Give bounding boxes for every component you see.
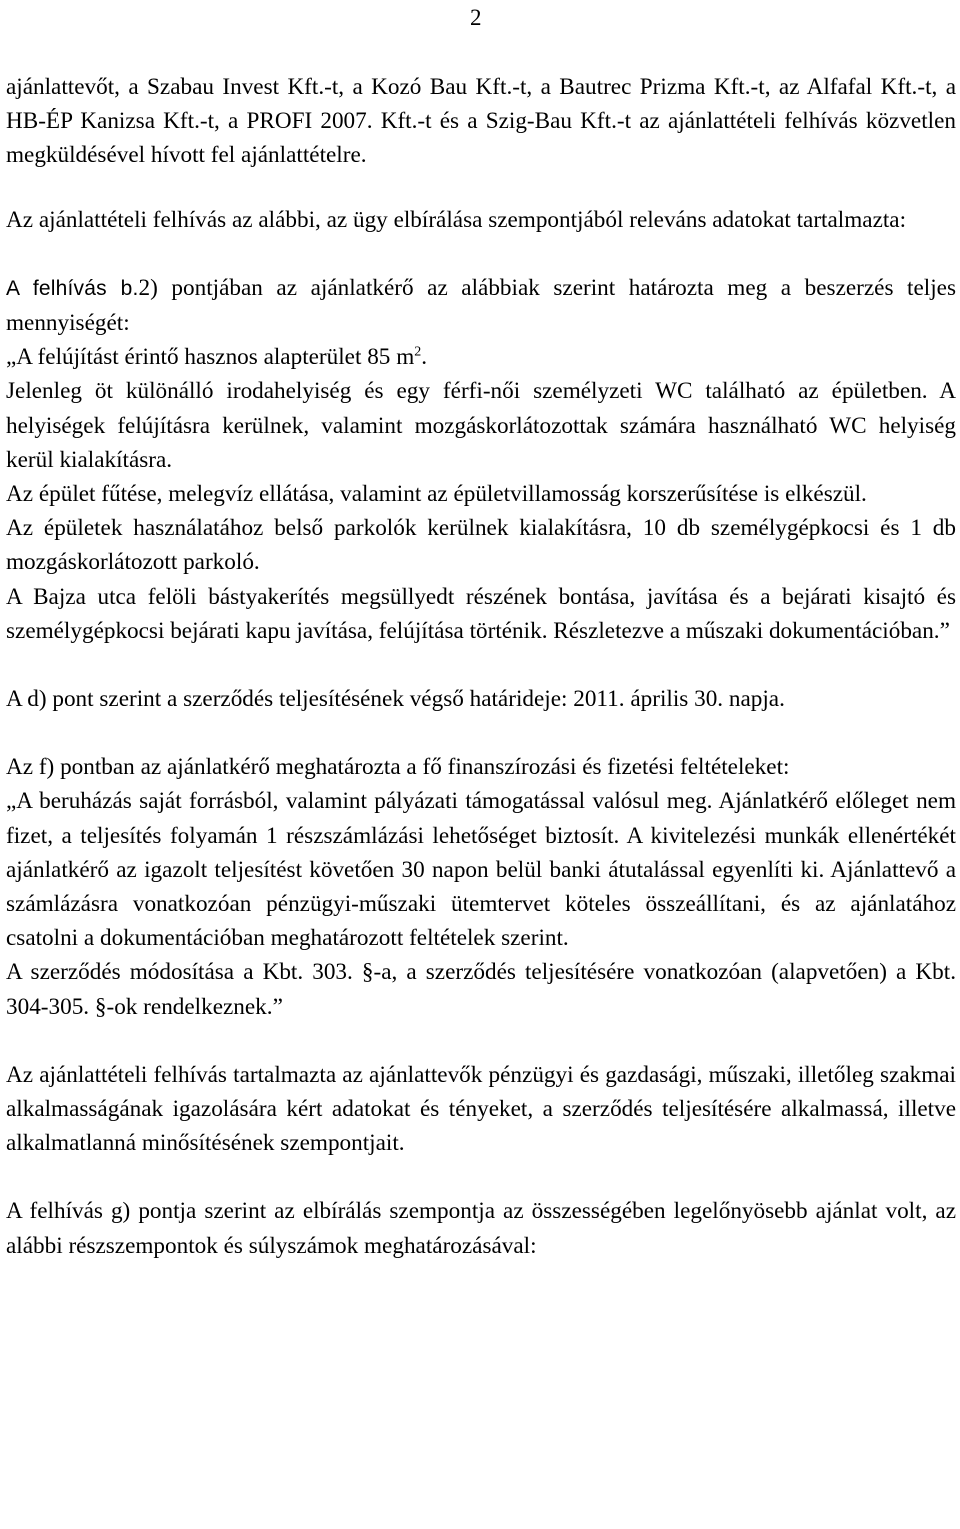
- page-number: 2: [470, 5, 482, 30]
- floor-area-text: „A felújítást érintő hasznos alapterület 85 m: [6, 344, 415, 371]
- paragraph-invited-bidders: ajánlattevőt, a Szabau Invest Kft.-t, a Kozó Bau Kft.-t, a Bautrec Prizma Kft.-t, az Alfafal Kft.-t, a HB-ÉP Kanizsa Kft.-t, a PROFI 2007. Kft.-t és a Szig-Bau Kft.-t az ajánlattételi felhívás közvetlen megküldésével hívott fel ajánlattételre.: [6, 74, 956, 169]
- paragraph-fence: A Bajza utca felöli bástyakerítés megsüllyedt részének bontása, javítása és a bejárati kisajtó és személygépkocsi bejárati kapu javítása, felújítása történik. Részletezve a műszaki dokumentációban.”: [6, 583, 956, 644]
- paragraph-quantity-intro: [6, 271, 956, 340]
- document-body: [6, 70, 956, 1263]
- quantity-intro-rest: 2) pontjában az ajánlatkérő az alábbiak szerint határozta meg a beszerzés teljes mennyiségét:: [6, 274, 956, 337]
- paragraph-call-contents-intro: Az ajánlattételi felhívás az alábbi, az ügy elbírálása szempontjából releváns adatokat tartalmazta:: [6, 206, 907, 233]
- paragraph-offices: Jelenleg öt különálló irodahelyiség és egy férfi-női személyzeti WC található az épületben. A helyiségek felújításra kerülnek, valamint mozgáskorlátozottak számára használható WC helyiség kerül kialakításra.: [6, 378, 956, 473]
- paragraph-financing-terms: „A beruházás saját forrásból, valamint pályázati támogatással valósul meg. Ajánlatkérő előleget nem fizet, a teljesítés folyamán 1 részszámlázási lehetőséget biztosít. A kivitelezési munkák ellenértékét ajánlatkérő az igazolt teljesítést követően 30 napon belül banki átutalással egyenlíti ki. Ajánlattevő a számlázásra vonatkozóan pénzügyi-műszaki ütemtervet köteles összeállítani, és az ajánlatához csatolni a dokumentációban meghatározott feltételek szerint.: [6, 788, 956, 952]
- floor-area-end: .: [421, 344, 428, 371]
- quantity-intro-prefix: A felhívás b.: [6, 276, 139, 300]
- paragraph-contract-modification: A szerződés módosítása a Kbt. 303. §-a, a szerződés teljesítésére vonatkozóan (alapvetően) a Kbt. 304-305. §-ok rendelkeznek.”: [6, 959, 956, 1020]
- paragraph-parking: Az épületek használatához belső parkolók kerülnek kialakításra, 10 db személygépkocsi és 1 db mozgáskorlátozott parkoló.: [6, 515, 956, 576]
- paragraph-financing-intro: Az f) pontban az ajánlatkérő meghatározta a fő finanszírozási és fizetési feltételeket:: [6, 754, 790, 781]
- paragraph-evaluation-criteria: A felhívás g) pontja szerint az elbírálás szempontja az összességében legelőnyösebb ajánlat volt, az alábbi részszempontok és súlyszámok meghatározásával:: [6, 1198, 956, 1259]
- paragraph-floor-area: [6, 340, 956, 374]
- paragraph-suitability: Az ajánlattételi felhívás tartalmazta az ajánlattevők pénzügyi és gazdasági, műszaki, illetőleg szakmai alkalmasságának igazolására kért adatokat és tényeket, a szerződés teljesítésére alkalmassá, illetve alkalmatlanná minősítésének szempontjait.: [6, 1061, 956, 1157]
- paragraph-heating: Az épület fűtése, melegvíz ellátása, valamint az épületvillamosság korszerűsítése is elkészül.: [6, 481, 867, 508]
- paragraph-deadline: A d) pont szerint a szerződés teljesítésének végső határideje: 2011. április 30. napja.: [6, 686, 785, 713]
- floor-area-superscript: 2: [414, 344, 422, 360]
